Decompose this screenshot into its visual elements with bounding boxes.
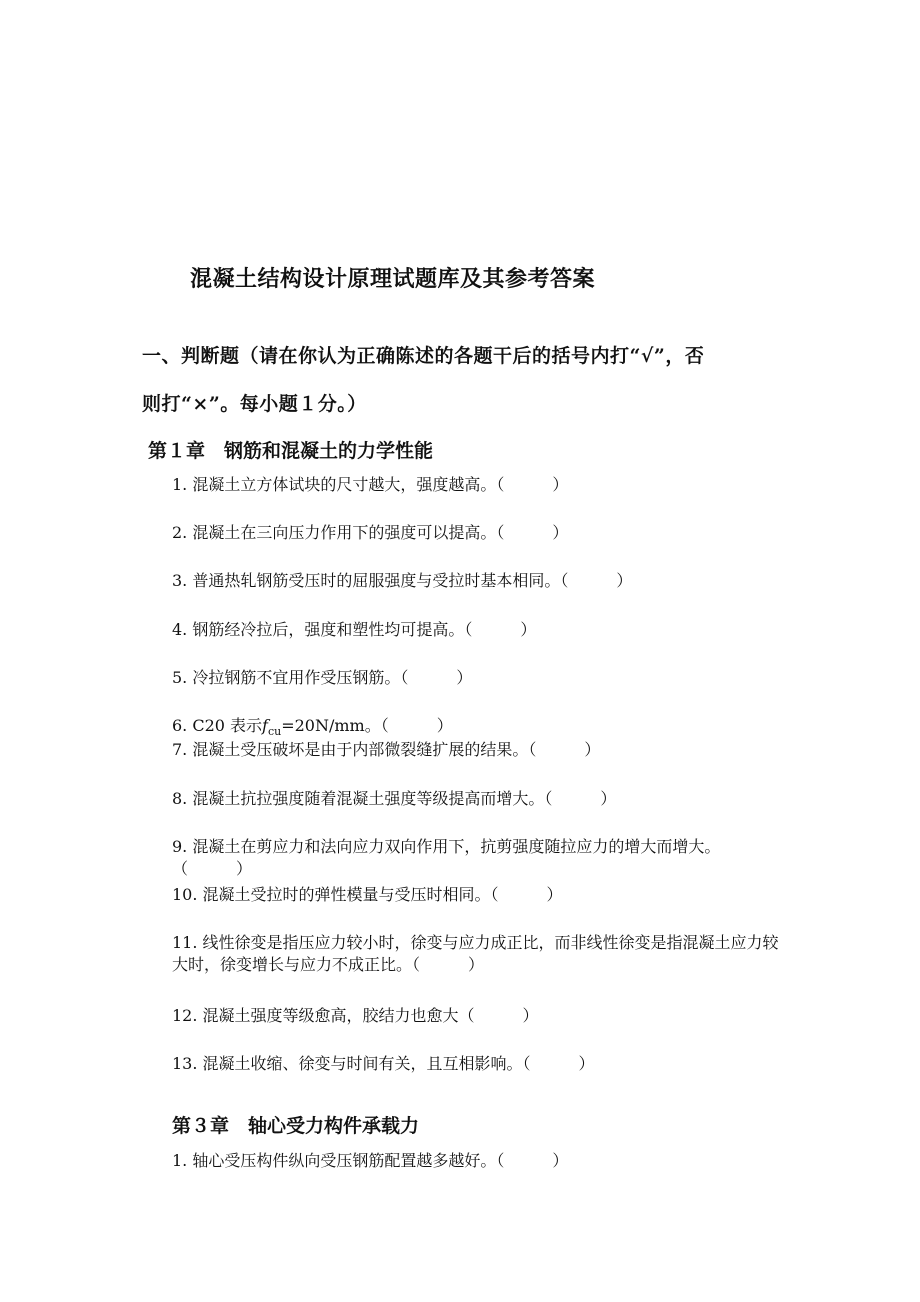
question-6-prefix: 6. C20 表示 (172, 716, 263, 735)
question-item: 1. 轴心受压构件纵向受压钢筋配置越多越好。（ ） (172, 1151, 569, 1170)
question-item: 8. 混凝土抗拉强度随着混凝土强度等级提高而增大。（ ） (172, 789, 617, 808)
section-heading-line-2: 则打“×”。每小题１分。） (142, 393, 367, 415)
question-item: 1. 混凝土立方体试块的尺寸越大，强度越高。（ ） (172, 475, 569, 494)
question-item: 10. 混凝土受拉时的弹性模量与受压时相同。（ ） (172, 885, 563, 904)
chapter-1-heading: 第１章 钢筋和混凝土的力学性能 (148, 440, 434, 462)
question-item: 5. 冷拉钢筋不宜用作受压钢筋。（ ） (172, 668, 473, 687)
section-heading-line-1: 一、判断题（请在你认为正确陈述的各题干后的括号内打“√”，否 (142, 345, 705, 367)
question-item: 13. 混凝土收缩、徐变与时间有关，且互相影响。（ ） (172, 1054, 595, 1073)
question-6-suffix: =20N/mm。（ ） (281, 716, 453, 735)
question-item: 9. 混凝土在剪应力和法向应力双向作用下，抗剪强度随拉应力的增大而增大。（ ） (172, 837, 721, 878)
question-item: 7. 混凝土受压破坏是由于内部微裂缝扩展的结果。（ ） (172, 740, 601, 759)
strength-symbol: f (262, 716, 268, 735)
question-item: 12. 混凝土强度等级愈高，胶结力也愈大（ ） (172, 1006, 539, 1025)
question-item: 11. 线性徐变是指压应力较小时，徐变与应力成正比，而非线性徐变是指混凝土应力较大时，徐变增长与应力不成正比。（ ） (172, 933, 779, 974)
question-item: 4. 钢筋经冷拉后，强度和塑性均可提高。（ ） (172, 620, 537, 639)
question-item: 3. 普通热轧钢筋受压时的屈服强度与受拉时基本相同。（ ） (172, 571, 633, 590)
document-title: 混凝土结构设计原理试题库及其参考答案 (190, 266, 596, 292)
question-item: 2. 混凝土在三向压力作用下的强度可以提高。（ ） (172, 523, 569, 542)
chapter-3-heading: 第３章 轴心受力构件承载力 (172, 1115, 420, 1137)
strength-subscript: cu (267, 725, 282, 739)
